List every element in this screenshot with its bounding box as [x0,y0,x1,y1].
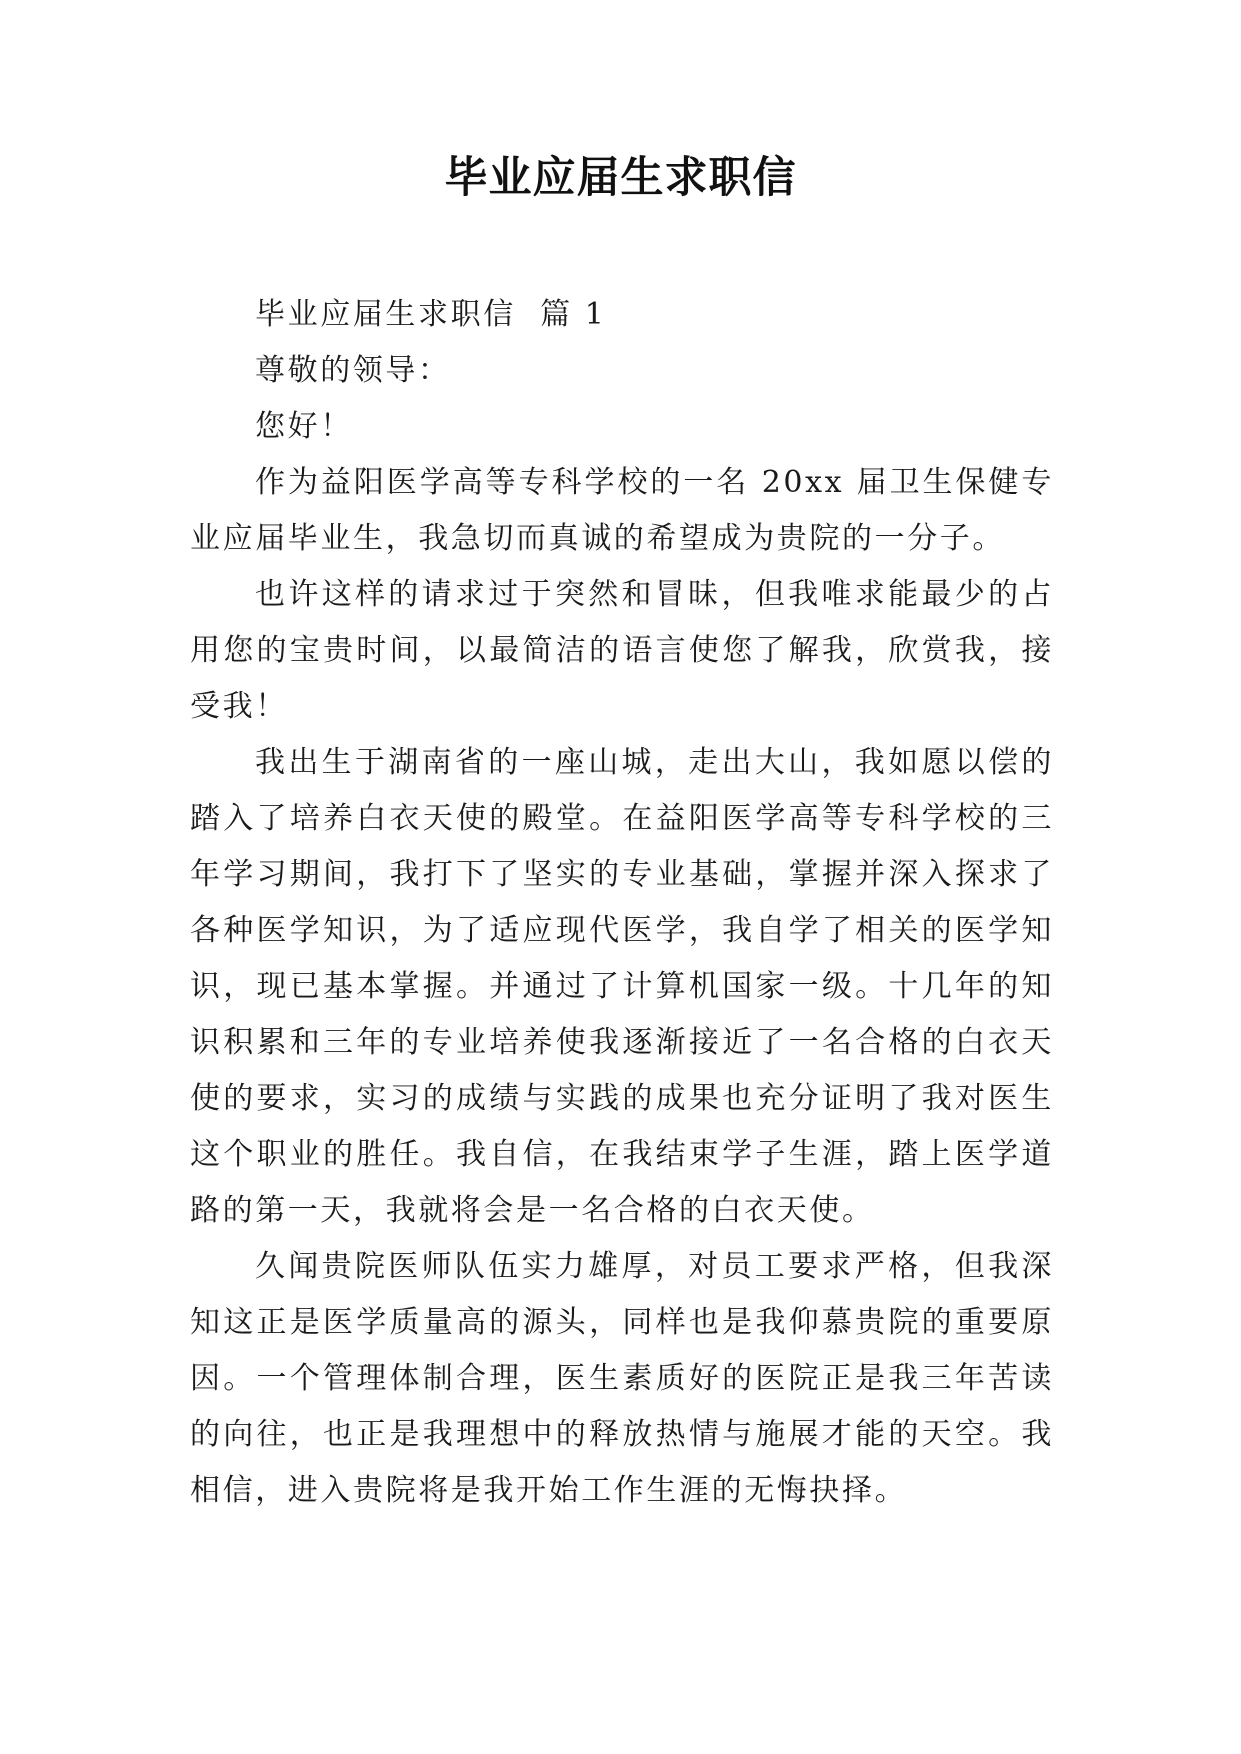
salutation: 尊敬的领导： [255,353,451,388]
body-paragraph: 作为益阳医学高等专科学校的一名 20xx 届卫生保健专业应届毕业生，我急切而真诚的希望成为贵院的一分子。 [190,465,1054,556]
document-body [190,287,1054,1519]
section-heading: 毕业应届生求职信 篇 1 [255,297,607,332]
body-paragraph: 久闻贵院医师队伍实力雄厚，对员工要求严格，但我深知这正是医学质量高的源头，同样也是我仰慕贵院的重要原因。一个管理体制合理，医生素质好的医院正是我三年苦读的向往，也正是我理想中的释放热情与施展才能的天空。我相信，进入贵院将是我开始工作生涯的无悔抉择。 [190,1249,1054,1508]
body-paragraph: 也许这样的请求过于突然和冒昧，但我唯求能最少的占用您的宝贵时间，以最简洁的语言使您了解我，欣赏我，接受我！ [190,577,1054,724]
greeting: 您好！ [255,409,353,444]
body-paragraph: 我出生于湖南省的一座山城，走出大山，我如愿以偿的踏入了培养白衣天使的殿堂。在益阳医学高等专科学校的三年学习期间，我打下了坚实的专业基础，掌握并深入探求了各种医学知识，为了适应现代医学，我自学了相关的医学知识，现已基本掌握。并通过了计算机国家一级。十几年的知识积累和三年的专业培养使我逐渐接近了一名合格的白衣天使的要求，实习的成绩与实践的成果也充分证明了我对医生这个职业的胜任。我自信，在我结束学子生涯，踏上医学道路的第一天，我就将会是一名合格的白衣天使。 [190,745,1054,1228]
document-title: 毕业应届生求职信 [444,153,797,203]
